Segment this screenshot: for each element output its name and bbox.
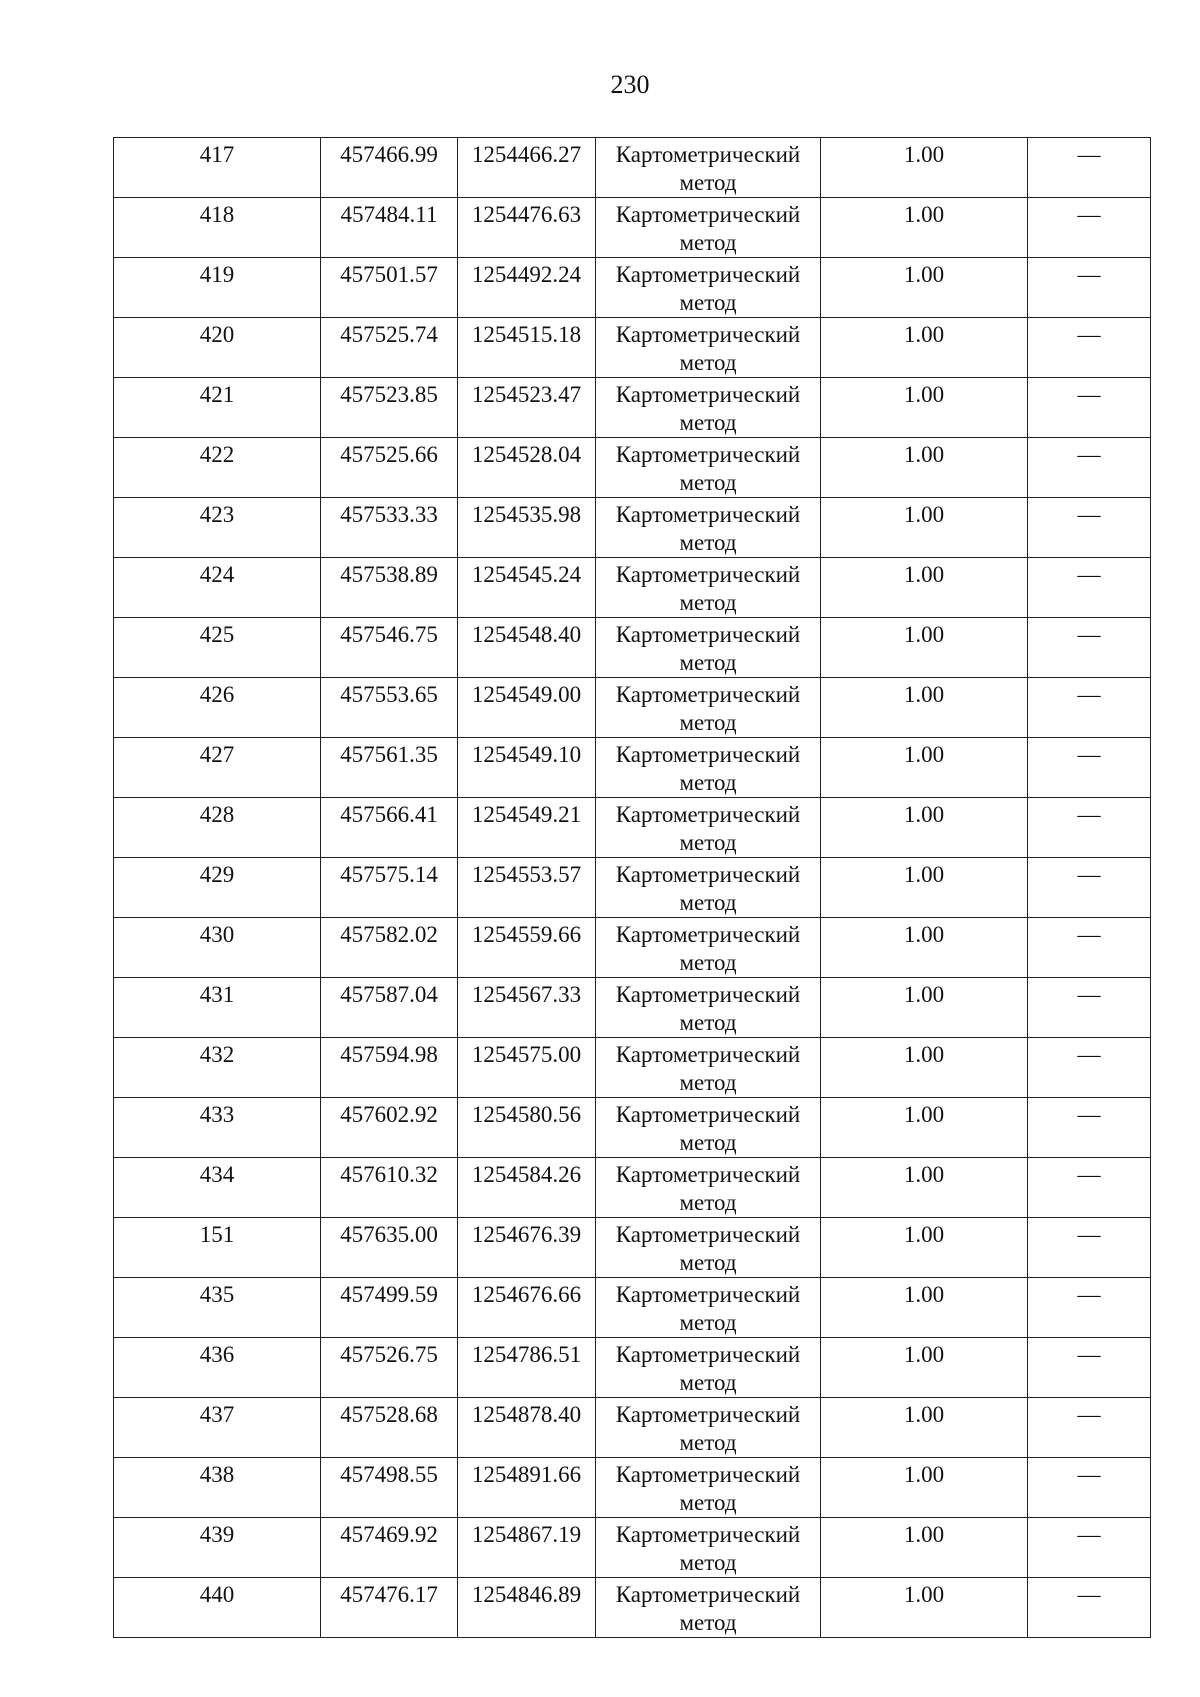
- table-row: [114, 1278, 1151, 1338]
- point-number-cell: 419: [114, 258, 321, 318]
- point-number-cell: 421: [114, 378, 321, 438]
- point-number-cell: 437: [114, 1398, 321, 1458]
- method-cell: [596, 1098, 821, 1158]
- method-line-2: метод: [679, 1490, 737, 1515]
- table-row: [114, 558, 1151, 618]
- note-cell: —: [1028, 1098, 1151, 1158]
- y-coordinate-cell: 1254584.26: [458, 1158, 596, 1218]
- error-value-cell: 1.00: [821, 918, 1028, 978]
- table-row: [114, 198, 1151, 258]
- note-cell: —: [1028, 498, 1151, 558]
- table-row: [114, 1038, 1151, 1098]
- method-cell: [596, 1278, 821, 1338]
- table-row: [114, 798, 1151, 858]
- x-coordinate-cell: 457546.75: [321, 618, 458, 678]
- method-line-2: метод: [679, 170, 737, 195]
- method-line-1: Картометрический: [615, 1102, 801, 1127]
- point-number-cell: 436: [114, 1338, 321, 1398]
- error-value-cell: 1.00: [821, 798, 1028, 858]
- error-value-cell: 1.00: [821, 678, 1028, 738]
- table-row: [114, 978, 1151, 1038]
- note-cell: —: [1028, 558, 1151, 618]
- point-number-cell: 431: [114, 978, 321, 1038]
- x-coordinate-cell: 457499.59: [321, 1278, 458, 1338]
- coordinates-table: [113, 137, 1151, 1638]
- point-number-cell: 439: [114, 1518, 321, 1578]
- y-coordinate-cell: 1254466.27: [458, 138, 596, 198]
- table-row: [114, 1578, 1151, 1638]
- y-coordinate-cell: 1254553.57: [458, 858, 596, 918]
- note-cell: —: [1028, 258, 1151, 318]
- error-value-cell: 1.00: [821, 378, 1028, 438]
- x-coordinate-cell: 457469.92: [321, 1518, 458, 1578]
- method-cell: [596, 798, 821, 858]
- method-cell: [596, 1398, 821, 1458]
- method-line-2: метод: [679, 890, 737, 915]
- method-line-1: Картометрический: [615, 262, 801, 287]
- method-line-1: Картометрический: [615, 382, 801, 407]
- point-number-cell: 429: [114, 858, 321, 918]
- method-line-2: метод: [679, 1010, 737, 1035]
- method-line-1: Картометрический: [615, 442, 801, 467]
- method-line-1: Картометрический: [615, 862, 801, 887]
- method-line-1: Картометрический: [615, 922, 801, 947]
- table-row: [114, 1398, 1151, 1458]
- note-cell: —: [1028, 1278, 1151, 1338]
- x-coordinate-cell: 457526.75: [321, 1338, 458, 1398]
- y-coordinate-cell: 1254676.39: [458, 1218, 596, 1278]
- method-cell: [596, 558, 821, 618]
- method-line-1: Картометрический: [615, 802, 801, 827]
- method-line-1: Картометрический: [615, 1222, 801, 1247]
- method-line-2: метод: [679, 350, 737, 375]
- method-line-2: метод: [679, 470, 737, 495]
- table-row: [114, 318, 1151, 378]
- page-number: 230: [610, 70, 650, 99]
- note-cell: —: [1028, 438, 1151, 498]
- method-cell: [596, 738, 821, 798]
- method-line-1: Картометрический: [615, 982, 801, 1007]
- error-value-cell: 1.00: [821, 258, 1028, 318]
- note-cell: —: [1028, 1458, 1151, 1518]
- method-line-2: метод: [679, 650, 737, 675]
- method-line-2: метод: [679, 1190, 737, 1215]
- x-coordinate-cell: 457553.65: [321, 678, 458, 738]
- y-coordinate-cell: 1254545.24: [458, 558, 596, 618]
- x-coordinate-cell: 457525.66: [321, 438, 458, 498]
- y-coordinate-cell: 1254580.56: [458, 1098, 596, 1158]
- y-coordinate-cell: 1254786.51: [458, 1338, 596, 1398]
- method-cell: [596, 498, 821, 558]
- method-line-1: Картометрический: [615, 1162, 801, 1187]
- y-coordinate-cell: 1254676.66: [458, 1278, 596, 1338]
- x-coordinate-cell: 457523.85: [321, 378, 458, 438]
- y-coordinate-cell: 1254515.18: [458, 318, 596, 378]
- x-coordinate-cell: 457476.17: [321, 1578, 458, 1638]
- point-number-cell: 433: [114, 1098, 321, 1158]
- table-row: [114, 1458, 1151, 1518]
- method-line-1: Картометрический: [615, 1402, 801, 1427]
- error-value-cell: 1.00: [821, 1398, 1028, 1458]
- error-value-cell: 1.00: [821, 858, 1028, 918]
- x-coordinate-cell: 457610.32: [321, 1158, 458, 1218]
- method-line-2: метод: [679, 710, 737, 735]
- error-value-cell: 1.00: [821, 138, 1028, 198]
- table-row: [114, 438, 1151, 498]
- method-line-1: Картометрический: [615, 502, 801, 527]
- point-number-cell: 151: [114, 1218, 321, 1278]
- table-row: [114, 738, 1151, 798]
- method-line-1: Картометрический: [615, 142, 801, 167]
- y-coordinate-cell: 1254567.33: [458, 978, 596, 1038]
- table-row: [114, 498, 1151, 558]
- method-line-1: Картометрический: [615, 1042, 801, 1067]
- method-line-2: метод: [679, 590, 737, 615]
- x-coordinate-cell: 457575.14: [321, 858, 458, 918]
- note-cell: —: [1028, 1398, 1151, 1458]
- point-number-cell: 438: [114, 1458, 321, 1518]
- error-value-cell: 1.00: [821, 1338, 1028, 1398]
- method-cell: [596, 1518, 821, 1578]
- point-number-cell: 425: [114, 618, 321, 678]
- method-cell: [596, 678, 821, 738]
- point-number-cell: 430: [114, 918, 321, 978]
- error-value-cell: 1.00: [821, 438, 1028, 498]
- note-cell: —: [1028, 1578, 1151, 1638]
- method-cell: [596, 438, 821, 498]
- method-line-2: метод: [679, 1310, 737, 1335]
- method-cell: [596, 1458, 821, 1518]
- table-row: [114, 1158, 1151, 1218]
- error-value-cell: 1.00: [821, 558, 1028, 618]
- table-row: [114, 1338, 1151, 1398]
- method-line-2: метод: [679, 290, 737, 315]
- error-value-cell: 1.00: [821, 318, 1028, 378]
- method-cell: [596, 1158, 821, 1218]
- table-row: [114, 918, 1151, 978]
- method-cell: [596, 918, 821, 978]
- method-line-2: метод: [679, 830, 737, 855]
- table-row: [114, 678, 1151, 738]
- method-cell: [596, 978, 821, 1038]
- error-value-cell: 1.00: [821, 498, 1028, 558]
- x-coordinate-cell: 457635.00: [321, 1218, 458, 1278]
- method-line-1: Картометрический: [615, 1522, 801, 1547]
- method-cell: [596, 618, 821, 678]
- method-line-1: Картометрический: [615, 682, 801, 707]
- note-cell: —: [1028, 618, 1151, 678]
- method-line-1: Картометрический: [615, 1282, 801, 1307]
- method-line-2: метод: [679, 410, 737, 435]
- method-cell: [596, 858, 821, 918]
- error-value-cell: 1.00: [821, 1038, 1028, 1098]
- y-coordinate-cell: 1254575.00: [458, 1038, 596, 1098]
- point-number-cell: 423: [114, 498, 321, 558]
- x-coordinate-cell: 457466.99: [321, 138, 458, 198]
- y-coordinate-cell: 1254476.63: [458, 198, 596, 258]
- method-line-1: Картометрический: [615, 1462, 801, 1487]
- error-value-cell: 1.00: [821, 1578, 1028, 1638]
- error-value-cell: 1.00: [821, 618, 1028, 678]
- note-cell: —: [1028, 1338, 1151, 1398]
- method-line-2: метод: [679, 1070, 737, 1095]
- x-coordinate-cell: 457594.98: [321, 1038, 458, 1098]
- y-coordinate-cell: 1254548.40: [458, 618, 596, 678]
- method-cell: [596, 1578, 821, 1638]
- method-line-2: метод: [679, 1550, 737, 1575]
- method-line-2: метод: [679, 530, 737, 555]
- y-coordinate-cell: 1254559.66: [458, 918, 596, 978]
- method-line-2: метод: [679, 1610, 737, 1635]
- y-coordinate-cell: 1254878.40: [458, 1398, 596, 1458]
- error-value-cell: 1.00: [821, 1158, 1028, 1218]
- note-cell: —: [1028, 318, 1151, 378]
- point-number-cell: 435: [114, 1278, 321, 1338]
- point-number-cell: 422: [114, 438, 321, 498]
- method-line-1: Картометрический: [615, 562, 801, 587]
- method-line-1: Картометрический: [615, 742, 801, 767]
- point-number-cell: 417: [114, 138, 321, 198]
- error-value-cell: 1.00: [821, 198, 1028, 258]
- error-value-cell: 1.00: [821, 1518, 1028, 1578]
- table-row: [114, 1098, 1151, 1158]
- method-cell: [596, 138, 821, 198]
- x-coordinate-cell: 457566.41: [321, 798, 458, 858]
- y-coordinate-cell: 1254846.89: [458, 1578, 596, 1638]
- method-line-1: Картометрический: [615, 1582, 801, 1607]
- note-cell: —: [1028, 1218, 1151, 1278]
- y-coordinate-cell: 1254549.00: [458, 678, 596, 738]
- method-line-2: метод: [679, 1430, 737, 1455]
- point-number-cell: 427: [114, 738, 321, 798]
- method-line-1: Картометрический: [615, 202, 801, 227]
- x-coordinate-cell: 457602.92: [321, 1098, 458, 1158]
- y-coordinate-cell: 1254867.19: [458, 1518, 596, 1578]
- y-coordinate-cell: 1254528.04: [458, 438, 596, 498]
- x-coordinate-cell: 457533.33: [321, 498, 458, 558]
- y-coordinate-cell: 1254549.21: [458, 798, 596, 858]
- note-cell: —: [1028, 738, 1151, 798]
- point-number-cell: 426: [114, 678, 321, 738]
- note-cell: —: [1028, 1158, 1151, 1218]
- point-number-cell: 432: [114, 1038, 321, 1098]
- point-number-cell: 440: [114, 1578, 321, 1638]
- table-row: [114, 858, 1151, 918]
- method-cell: [596, 378, 821, 438]
- note-cell: —: [1028, 918, 1151, 978]
- x-coordinate-cell: 457561.35: [321, 738, 458, 798]
- x-coordinate-cell: 457498.55: [321, 1458, 458, 1518]
- method-cell: [596, 1218, 821, 1278]
- point-number-cell: 424: [114, 558, 321, 618]
- note-cell: —: [1028, 1038, 1151, 1098]
- table-row: [114, 258, 1151, 318]
- y-coordinate-cell: 1254492.24: [458, 258, 596, 318]
- y-coordinate-cell: 1254549.10: [458, 738, 596, 798]
- method-cell: [596, 1038, 821, 1098]
- point-number-cell: 420: [114, 318, 321, 378]
- method-line-1: Картометрический: [615, 1342, 801, 1367]
- x-coordinate-cell: 457528.68: [321, 1398, 458, 1458]
- method-line-1: Картометрический: [615, 322, 801, 347]
- error-value-cell: 1.00: [821, 1458, 1028, 1518]
- x-coordinate-cell: 457525.74: [321, 318, 458, 378]
- error-value-cell: 1.00: [821, 738, 1028, 798]
- point-number-cell: 428: [114, 798, 321, 858]
- table-row: [114, 618, 1151, 678]
- method-line-2: метод: [679, 770, 737, 795]
- error-value-cell: 1.00: [821, 1098, 1028, 1158]
- point-number-cell: 434: [114, 1158, 321, 1218]
- method-line-2: метод: [679, 950, 737, 975]
- table-row: [114, 138, 1151, 198]
- method-line-2: метод: [679, 1250, 737, 1275]
- error-value-cell: 1.00: [821, 1278, 1028, 1338]
- method-cell: [596, 318, 821, 378]
- y-coordinate-cell: 1254523.47: [458, 378, 596, 438]
- method-line-1: Картометрический: [615, 622, 801, 647]
- error-value-cell: 1.00: [821, 1218, 1028, 1278]
- note-cell: —: [1028, 1518, 1151, 1578]
- y-coordinate-cell: 1254891.66: [458, 1458, 596, 1518]
- method-cell: [596, 1338, 821, 1398]
- method-line-2: метод: [679, 1370, 737, 1395]
- point-number-cell: 418: [114, 198, 321, 258]
- x-coordinate-cell: 457538.89: [321, 558, 458, 618]
- method-line-2: метод: [679, 230, 737, 255]
- error-value-cell: 1.00: [821, 978, 1028, 1038]
- note-cell: —: [1028, 198, 1151, 258]
- x-coordinate-cell: 457582.02: [321, 918, 458, 978]
- x-coordinate-cell: 457587.04: [321, 978, 458, 1038]
- note-cell: —: [1028, 798, 1151, 858]
- note-cell: —: [1028, 678, 1151, 738]
- method-line-2: метод: [679, 1130, 737, 1155]
- note-cell: —: [1028, 858, 1151, 918]
- note-cell: —: [1028, 978, 1151, 1038]
- note-cell: —: [1028, 138, 1151, 198]
- table-row: [114, 1218, 1151, 1278]
- x-coordinate-cell: 457501.57: [321, 258, 458, 318]
- y-coordinate-cell: 1254535.98: [458, 498, 596, 558]
- method-cell: [596, 198, 821, 258]
- note-cell: —: [1028, 378, 1151, 438]
- x-coordinate-cell: 457484.11: [321, 198, 458, 258]
- table-row: [114, 1518, 1151, 1578]
- table-body: [114, 138, 1151, 1638]
- table-row: [114, 378, 1151, 438]
- method-cell: [596, 258, 821, 318]
